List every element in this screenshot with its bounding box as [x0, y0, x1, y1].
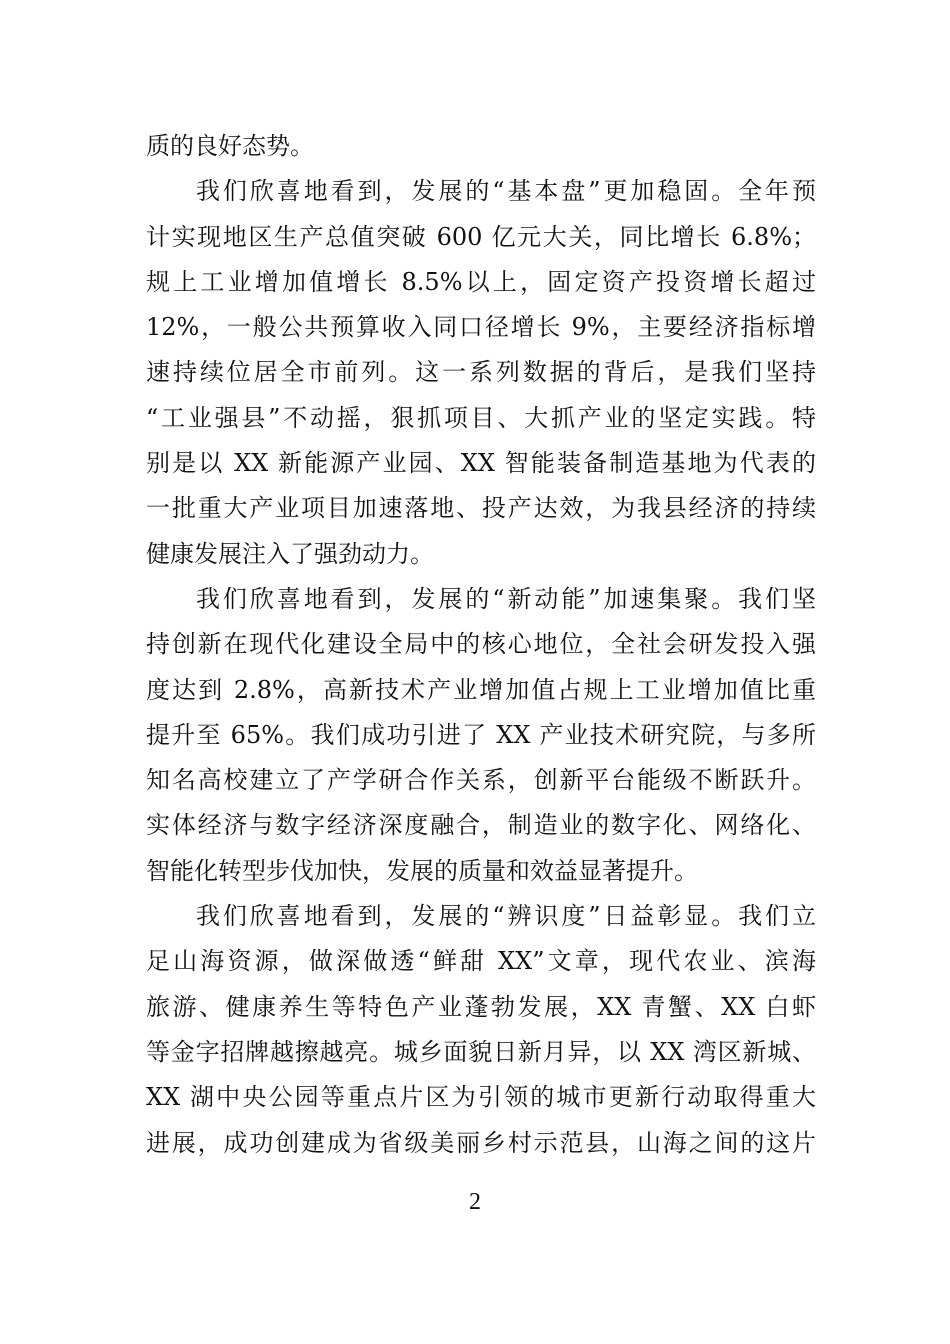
body-text: [146, 124, 816, 1166]
text-line: 足山海资源，做深做透“鲜甜 XX”文章，现代农业、滨海: [146, 947, 816, 976]
text-line: 12%，一般公共预算收入同口径增长 9%，主要经济指标增: [146, 313, 816, 342]
text-line: XX 湖中央公园等重点片区为引领的城市更新行动取得重大: [146, 1083, 816, 1112]
text-line: 规上工业增加值增长 8.5%以上，固定资产投资增长超过: [146, 267, 816, 296]
text-line: 质的良好态势。: [146, 132, 314, 160]
text-line: “工业强县”不动摇，狠抓项目、大抓产业的坚定实践。特: [146, 403, 816, 432]
text-line: 等金字招牌越擦越亮。城乡面貌日新月异，以 XX 湾区新城、: [146, 1037, 816, 1066]
text-line: 别是以 XX 新能源产业园、XX 智能装备制造基地为代表的: [146, 449, 816, 478]
paragraph-first-line: 我们欣喜地看到，发展的“辨识度”日益彰显。我们立: [196, 902, 816, 931]
text-line: 速持续位居全市前列。这一系列数据的背后，是我们坚持: [146, 358, 816, 387]
text-line: 旅游、健康养生等特色产业蓬勃发展，XX 青蟹、XX 白虾: [146, 992, 816, 1021]
text-line: 进展，成功创建成为省级美丽乡村示范县，山海之间的这片: [146, 1128, 816, 1157]
text-line: 提升至 65%。我们成功引进了 XX 产业技术研究院，与多所: [146, 720, 816, 749]
text-line: 知名高校建立了产学研合作关系，创新平台能级不断跃升。: [146, 766, 816, 795]
paragraph-first-line: 我们欣喜地看到，发展的“新动能”加速集聚。我们坚: [196, 584, 816, 613]
text-line: 一批重大产业项目加速落地、投产达效，为我县经济的持续: [146, 494, 816, 523]
text-line: 实体经济与数字经济深度融合，制造业的数字化、网络化、: [146, 811, 816, 840]
page-number: 2: [469, 1189, 481, 1215]
text-line: 度达到 2.8%，高新技术产业增加值占规上工业增加值比重: [146, 675, 816, 704]
text-line: 智能化转型步伐加快，发展的质量和效益显著提升。: [146, 856, 698, 885]
text-line: 健康发展注入了强劲动力。: [146, 539, 434, 568]
text-line: 持创新在现代化建设全局中的核心地位，全社会研发投入强: [146, 630, 816, 659]
paragraph-first-line: 我们欣喜地看到，发展的“基本盘”更加稳固。全年预: [196, 177, 816, 206]
text-line: 计实现地区生产总值突破 600 亿元大关，同比增长 6.8%；: [146, 222, 816, 251]
